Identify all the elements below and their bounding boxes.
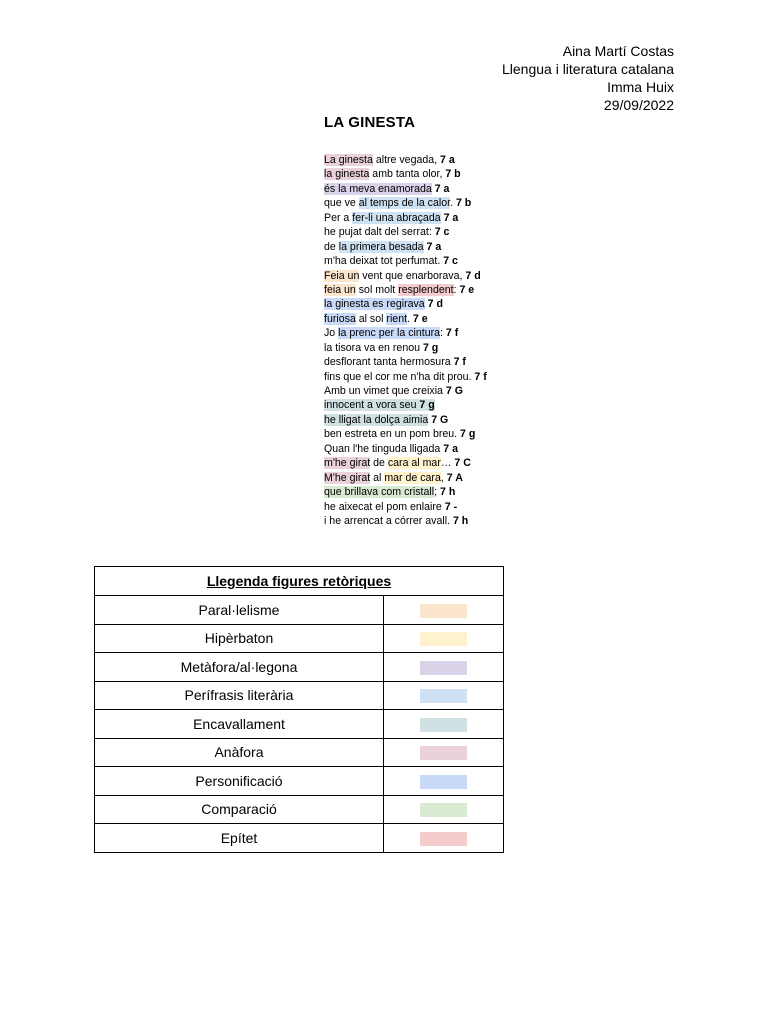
- poem-line: [324, 240, 487, 254]
- highlighted-phrase-paralelisme: Feia un: [324, 269, 360, 282]
- highlighted-phrase-anafora: m'he girat: [324, 457, 371, 470]
- legend-color-swatch: [420, 632, 467, 646]
- legend-label: Perífrasis literària: [95, 681, 384, 710]
- rhyme-scheme-label: 7 e: [412, 312, 428, 325]
- poem-line: [324, 326, 487, 340]
- highlighted-phrase-metafora: és la meva enamorada: [324, 182, 432, 195]
- rhyme-scheme-label: 7 g: [419, 399, 435, 412]
- poem-text: al sol: [355, 312, 387, 325]
- poem-text: sol molt: [355, 283, 399, 296]
- poem-text: desflorant tanta hermosura: [324, 356, 454, 369]
- highlighted-phrase-anafora: M'he girat: [324, 471, 371, 484]
- author-name: Aina Martí Costas: [562, 43, 674, 59]
- rhyme-scheme-label: 7 C: [454, 457, 471, 470]
- rhyme-scheme-label: 7 d: [427, 298, 443, 311]
- poem-line: [324, 398, 487, 412]
- poem-line: [324, 211, 487, 225]
- highlighted-phrase-epitet: resplendent: [398, 283, 454, 296]
- legend-row: [95, 738, 504, 767]
- poem-text: la tisora va en renou: [324, 341, 423, 354]
- poem-text: de: [324, 240, 339, 253]
- rhyme-scheme-label: 7 e: [459, 283, 475, 296]
- legend-color-swatch: [420, 604, 467, 618]
- poem-line: [324, 269, 487, 283]
- highlighted-phrase-personificacio: la prenc per la cintura: [338, 327, 441, 340]
- rhyme-scheme-label: 7 f: [474, 370, 487, 383]
- poem-line: [324, 182, 487, 196]
- poem-text: .: [450, 197, 456, 210]
- poem-text: que ve: [324, 197, 359, 210]
- rhyme-scheme-label: 7 a: [434, 182, 450, 195]
- poem-text: :: [453, 283, 460, 296]
- legend-color-cell: [384, 710, 504, 739]
- legend-row: [95, 824, 504, 853]
- legend-title: Llegenda figures retòriques: [95, 567, 504, 596]
- highlighted-phrase-personificacio: rient: [386, 312, 408, 325]
- poem-line: [324, 500, 487, 514]
- poem-line: [324, 196, 487, 210]
- legend-color-swatch: [420, 803, 467, 817]
- highlighted-phrase-personificacio: la ginesta es regirava: [324, 298, 425, 311]
- legend-row: [95, 767, 504, 796]
- legend-color-swatch: [420, 689, 467, 703]
- legend-color-cell: [384, 596, 504, 625]
- highlighted-phrase-anafora: La ginesta: [324, 154, 373, 166]
- poem-line: [324, 225, 487, 239]
- poem-line: [324, 384, 487, 398]
- poem-line: [324, 341, 487, 355]
- rhyme-scheme-label: 7 h: [452, 514, 469, 527]
- poem-text: ben estreta en un pom breu.: [324, 428, 461, 441]
- highlighted-phrase-encavallament: innocent a vora seu: [324, 399, 420, 412]
- subject-name: Llengua i literatura catalana: [501, 61, 674, 77]
- document-date: 29/09/2022: [603, 97, 674, 113]
- rhyme-scheme-label: 7 b: [445, 168, 461, 181]
- poem-text: Quan l'he tinguda lligada: [324, 442, 444, 455]
- rhyme-scheme-label: 7 f: [453, 356, 466, 369]
- poem-text: ,: [440, 471, 447, 484]
- legend-label: Comparació: [95, 795, 384, 824]
- legend-label: Encavallament: [95, 710, 384, 739]
- legend-label: Epítet: [95, 824, 384, 853]
- poem-text: Per a: [324, 211, 353, 224]
- poem-body: [324, 153, 487, 528]
- legend-row: [95, 624, 504, 653]
- rhyme-scheme-label: 7 b: [455, 197, 472, 210]
- rhyme-scheme-label: 7 a: [440, 154, 455, 166]
- highlighted-phrase-perifrasis: fer-li una abraçada: [352, 211, 441, 224]
- legend-row: [95, 596, 504, 625]
- legend-color-cell: [384, 681, 504, 710]
- legend-row: [95, 653, 504, 682]
- poem-line: [324, 283, 487, 297]
- poem-text: vent que enarborava,: [359, 269, 466, 282]
- poem-line: [324, 312, 487, 326]
- legend-color-cell: [384, 824, 504, 853]
- rhyme-scheme-label: 7 G: [445, 385, 463, 397]
- highlighted-phrase-encavallament: he lligat la dolça aimia: [324, 413, 429, 426]
- legend-table: [94, 566, 504, 853]
- rhyme-scheme-label: 7 g: [460, 428, 476, 441]
- legend-color-swatch: [420, 832, 467, 846]
- legend-label: Metàfora/al·legona: [95, 653, 384, 682]
- poem-text: he pujat dalt del serrat:: [324, 226, 435, 239]
- highlighted-phrase-paralelisme: feia un: [324, 283, 356, 296]
- poem-line: [324, 370, 487, 384]
- rhyme-scheme-label: 7 d: [465, 269, 481, 282]
- highlighted-phrase-hiperbaton: mar de cara: [384, 471, 441, 484]
- poem-line: [324, 297, 487, 311]
- legend-color-cell: [384, 795, 504, 824]
- poem-line: [324, 167, 487, 181]
- rhyme-scheme-label: 7 a: [443, 211, 459, 224]
- poem-text: Jo: [324, 327, 339, 340]
- rhyme-scheme-label: 7 a: [426, 240, 442, 253]
- poem-text: fins que el cor me n'ha dit prou.: [324, 370, 475, 383]
- legend-label: Personificació: [95, 767, 384, 796]
- rhyme-scheme-label: 7 g: [422, 341, 439, 354]
- poem-text: amb tanta olor,: [369, 168, 446, 181]
- rhyme-scheme-label: 7 -: [444, 500, 458, 513]
- highlighted-phrase-hiperbaton: cara al mar: [387, 457, 441, 470]
- rhyme-scheme-label: 7 A: [446, 471, 463, 484]
- rhyme-scheme-label: 7 G: [431, 413, 449, 426]
- rhyme-scheme-label: 7 h: [440, 486, 456, 499]
- poem-line: [324, 456, 487, 470]
- poem-text: altre vegada,: [372, 154, 441, 166]
- legend-color-cell: [384, 767, 504, 796]
- poem-line: [324, 442, 487, 456]
- poem-line: [324, 471, 487, 485]
- legend-label: Anàfora: [95, 738, 384, 767]
- poem-line: [324, 413, 487, 427]
- poem-title: LA GINESTA: [324, 114, 416, 131]
- highlighted-phrase-personificacio: furiosa: [324, 312, 356, 325]
- legend-color-swatch: [420, 746, 467, 760]
- highlighted-phrase-perifrasis: al temps de la calor: [358, 197, 451, 210]
- document-header: [502, 42, 674, 114]
- legend-row: [95, 710, 504, 739]
- legend-color-cell: [384, 624, 504, 653]
- poem-text: :: [440, 327, 446, 340]
- legend-color-cell: [384, 738, 504, 767]
- poem-text: Amb un vimet que creixia: [324, 385, 446, 397]
- rhyme-scheme-label: 7 f: [445, 327, 459, 340]
- teacher-name: Imma Huix: [607, 79, 674, 95]
- highlighted-phrase-comparacio: que brillava com cristall: [324, 486, 435, 499]
- highlighted-phrase-anafora: la ginesta: [324, 168, 370, 181]
- rhyme-scheme-label: 7 c: [443, 255, 458, 268]
- poem-text: i he arrencat a córrer avall.: [324, 514, 453, 527]
- poem-line: [324, 485, 487, 499]
- poem-text: de: [370, 457, 388, 470]
- legend-row: [95, 795, 504, 824]
- rhyme-scheme-label: 7 c: [434, 226, 450, 239]
- legend-label: Hipèrbaton: [95, 624, 384, 653]
- poem-line: [324, 153, 487, 167]
- rhyme-scheme-label: 7 a: [443, 442, 458, 455]
- legend-color-swatch: [420, 775, 467, 789]
- poem-text: ;: [434, 486, 440, 499]
- poem-text: …: [440, 457, 455, 470]
- legend-color-swatch: [420, 718, 467, 732]
- poem-line: [324, 514, 487, 528]
- legend-color-cell: [384, 653, 504, 682]
- legend-row: [95, 681, 504, 710]
- poem-line: [324, 254, 487, 268]
- legend-color-swatch: [420, 661, 467, 675]
- poem-text: .: [407, 312, 413, 325]
- poem-line: [324, 355, 487, 369]
- poem-text: he aixecat el pom enlaire: [324, 500, 445, 513]
- poem-text: m'ha deixat tot perfumat.: [324, 255, 444, 268]
- legend-label: Paral·lelisme: [95, 596, 384, 625]
- highlighted-phrase-perifrasis: la primera besada: [338, 240, 424, 253]
- poem-line: [324, 427, 487, 441]
- poem-text: al: [370, 471, 385, 484]
